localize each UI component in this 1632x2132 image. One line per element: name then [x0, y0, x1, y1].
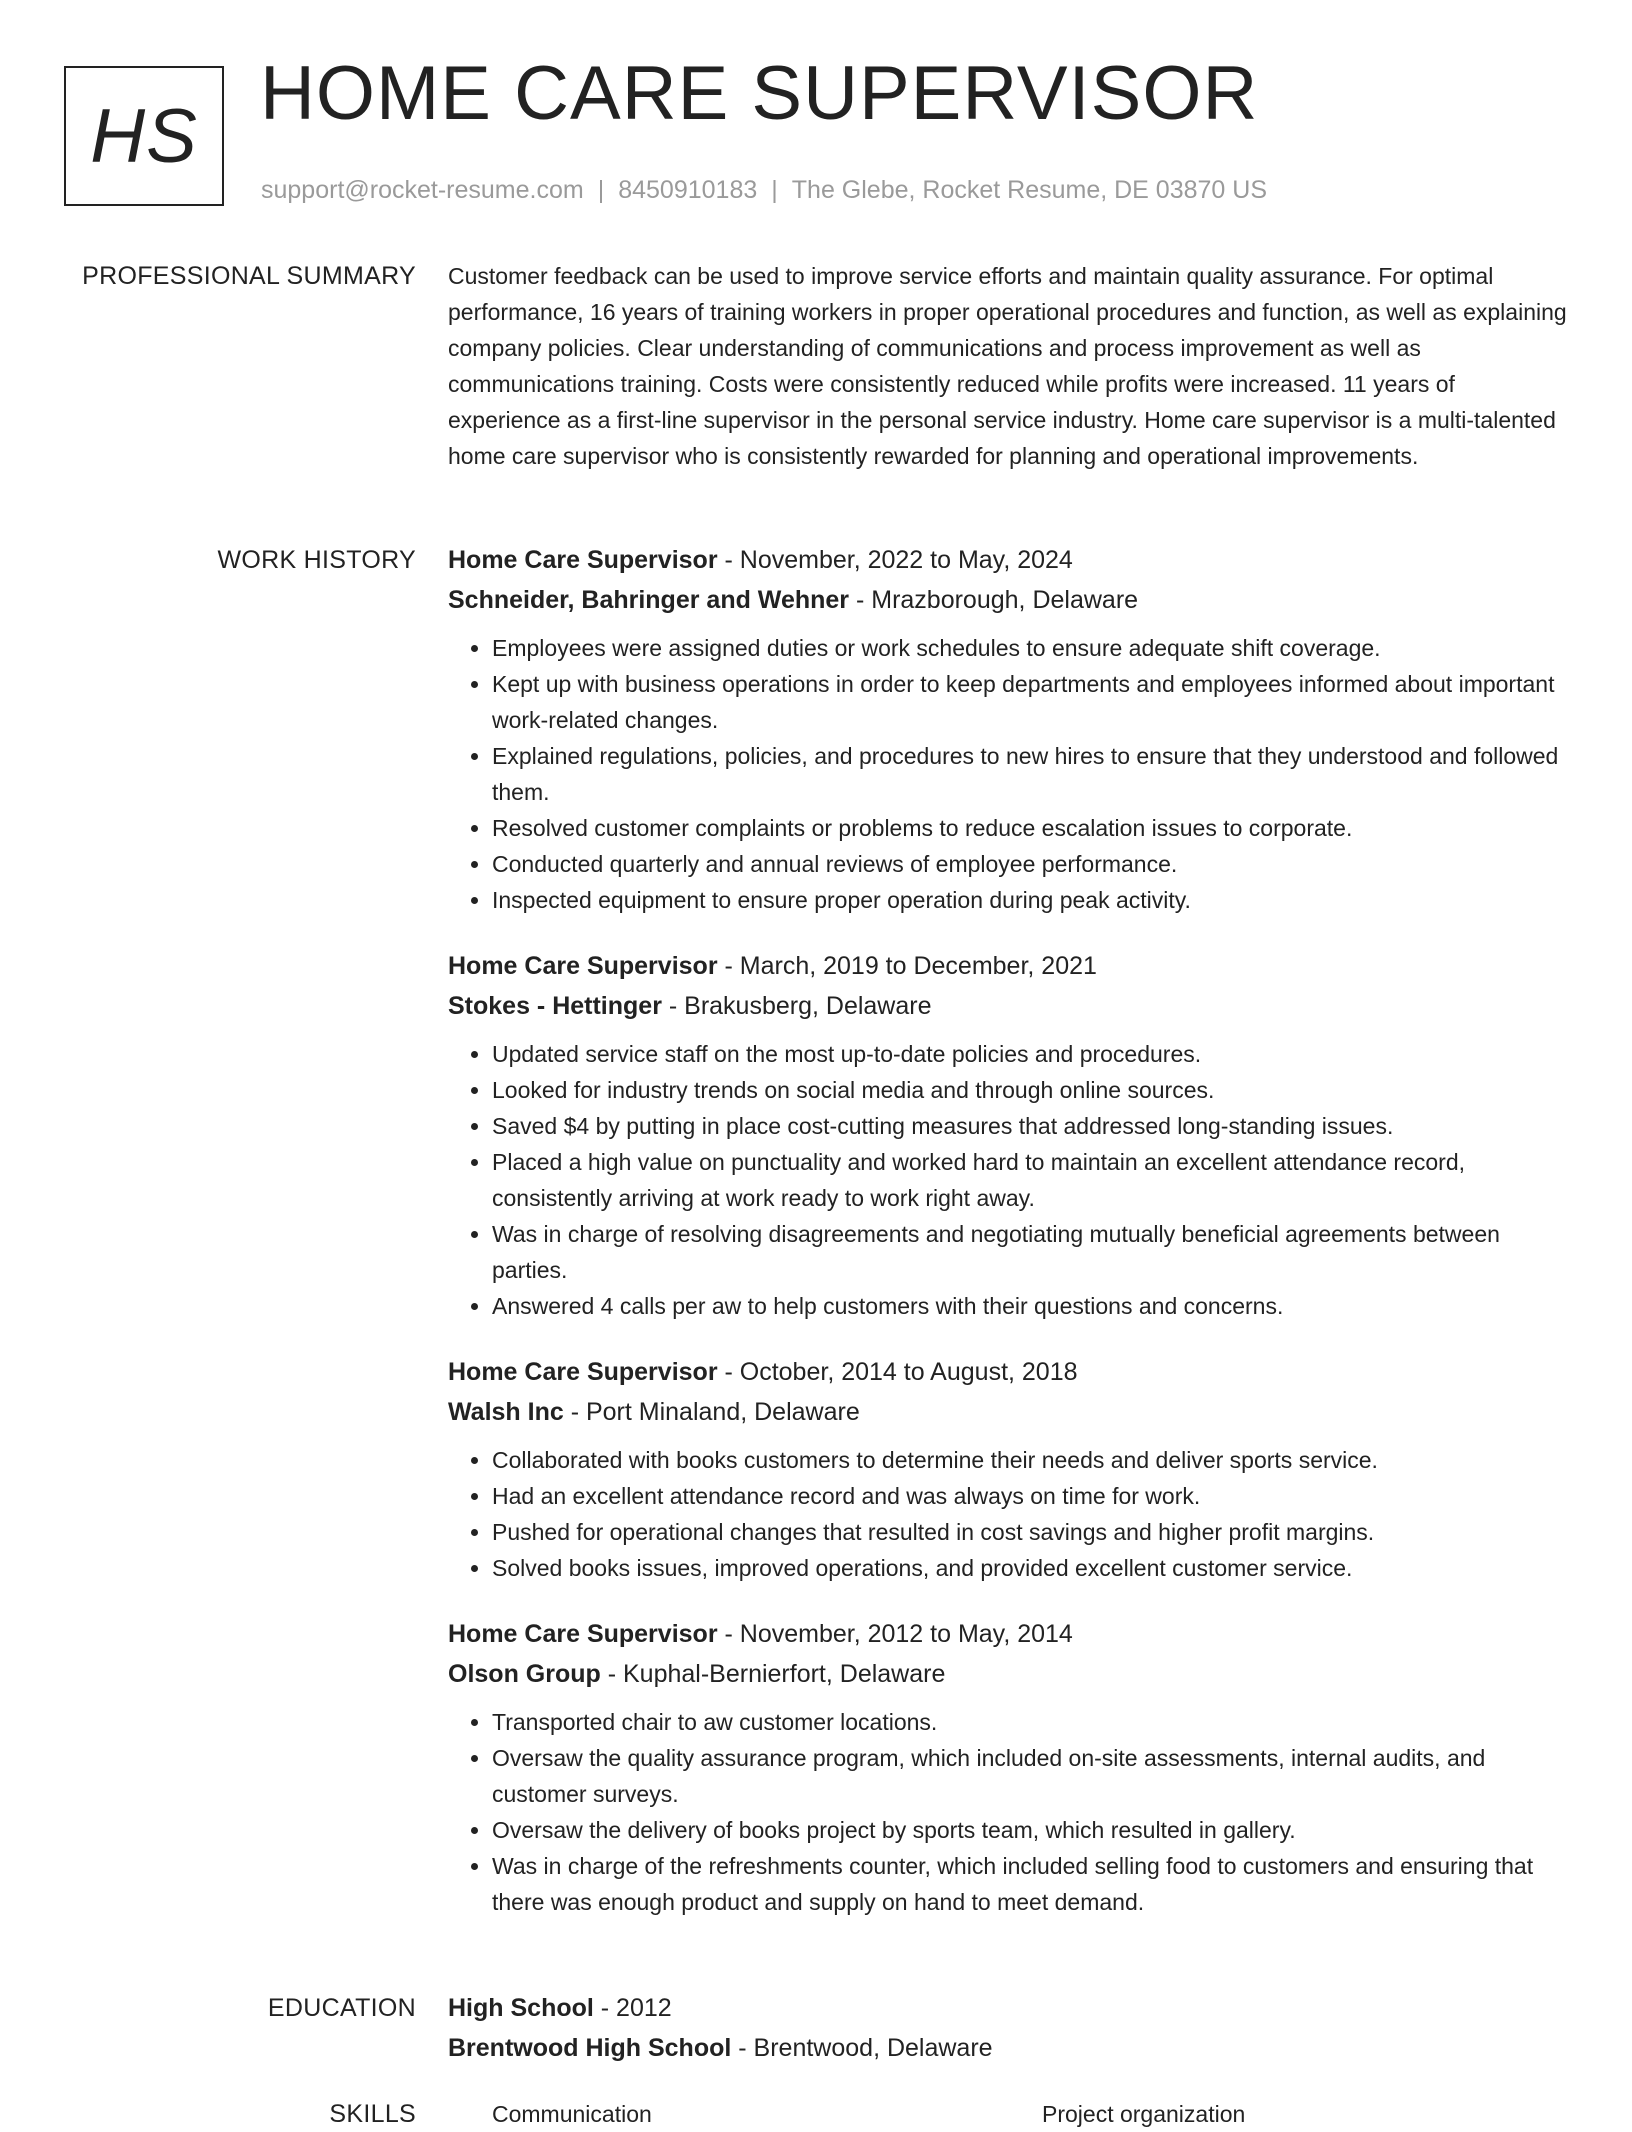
job-entry: [448, 1614, 1568, 1920]
resume-title: HOME CARE SUPERVISOR: [260, 51, 1259, 136]
job-location: - Mrazborough, Delaware: [849, 586, 1139, 614]
job-bullets: [448, 1704, 1568, 1920]
job-bullet: • Answered 4 calls per aw to help customers with their questions and concerns.: [492, 1288, 1568, 1324]
education-school: Brentwood High School: [448, 2034, 732, 2062]
job-dates: - November, 2012 to May, 2014: [717, 1620, 1073, 1648]
job-title: Home Care Supervisor: [448, 1620, 718, 1648]
job-title-line: [448, 540, 1568, 580]
job-entry: [448, 540, 1568, 918]
job-company-line: [448, 580, 1568, 620]
job-title: Home Care Supervisor: [448, 546, 718, 574]
job-bullets: [448, 630, 1568, 918]
work-history-list: [448, 540, 1568, 1948]
job-company: Schneider, Bahringer and Wehner: [448, 586, 850, 614]
job-bullet: • Looked for industry trends on social media and through online sources.: [492, 1072, 1568, 1108]
contact-line: [261, 176, 1267, 205]
summary-text: Customer feedback can be used to improve service efforts and maintain quality assurance. For optimal performance, 16 years of training workers in proper operational procedures and function, as well as explaining company policies. Clear understanding of communications and process improvement as well as communications training. Costs were consistently reduced while profits were increased. 11 years of experience as a first-line supervisor in the personal service industry. Home care supervisor is a multi-talented home care supervisor who is consistently rewarded for planning and operational improvements.: [448, 263, 1567, 469]
job-location: - Brakusberg, Delaware: [661, 992, 932, 1020]
job-location: - Port Minaland, Delaware: [563, 1398, 860, 1426]
contact-separator: |: [771, 176, 778, 204]
job-company: Walsh Inc: [448, 1398, 564, 1426]
job-bullet: • Explained regulations, policies, and procedures to new hires to ensure that they understood and followed them.: [492, 738, 1568, 810]
section-label-skills: SKILLS: [329, 2100, 416, 2128]
job-company-line: [448, 1392, 1568, 1432]
job-dates: - November, 2022 to May, 2024: [717, 546, 1073, 574]
job-bullet: • Employees were assigned duties or work schedules to ensure adequate shift coverage.: [492, 630, 1568, 666]
job-bullet: • Transported chair to aw customer locations.: [492, 1704, 1568, 1740]
contact-phone[interactable]: 8450910183: [618, 176, 758, 204]
job-bullet: • Conducted quarterly and annual reviews of employee performance.: [492, 846, 1568, 882]
skill-item: Communication: [492, 2101, 652, 2127]
education-location: - Brentwood, Delaware: [731, 2034, 993, 2062]
section-label-summary: PROFESSIONAL SUMMARY: [82, 262, 416, 290]
job-company: Olson Group: [448, 1660, 601, 1688]
monogram-initials: HS: [90, 93, 198, 179]
job-bullet: • Was in charge of the refreshments counter, which included selling food to customers and ensuring that there was enough product and supply on hand to meet demand.: [492, 1848, 1568, 1920]
job-company-line: [448, 1654, 1568, 1694]
job-title-line: [448, 1614, 1568, 1654]
education-degree: High School: [448, 1994, 594, 2022]
section-label-education: EDUCATION: [267, 1994, 416, 2022]
job-bullet: • Inspected equipment to ensure proper operation during peak activity.: [492, 882, 1568, 918]
section-label-work-history: WORK HISTORY: [217, 546, 416, 574]
job-bullets: [448, 1442, 1568, 1586]
job-bullet: • Oversaw the quality assurance program, which included on-site assessments, internal audits, and customer surveys.: [492, 1740, 1568, 1812]
job-company: Stokes - Hettinger: [448, 992, 662, 1020]
education-school-line: [448, 2028, 1568, 2068]
job-bullet: • Pushed for operational changes that resulted in cost savings and higher profit margins.: [492, 1514, 1568, 1550]
job-title: Home Care Supervisor: [448, 952, 718, 980]
job-bullet: • Kept up with business operations in order to keep departments and employees informed about important work-related changes.: [492, 666, 1568, 738]
job-bullet: • Oversaw the delivery of books project by sports team, which resulted in gallery.: [492, 1812, 1568, 1848]
job-bullet: • Saved $4 by putting in place cost-cutting measures that addressed long-standing issues.: [492, 1108, 1568, 1144]
contact-separator: |: [597, 176, 605, 204]
job-entry: [448, 946, 1568, 1324]
monogram-logo: [64, 66, 224, 206]
skills-row: [448, 2096, 1568, 2132]
education-degree-line: [448, 1988, 1568, 2028]
job-bullet: • Resolved customer complaints or problems to reduce escalation issues to corporate.: [492, 810, 1568, 846]
job-entry: [448, 1352, 1568, 1586]
job-dates: - March, 2019 to December, 2021: [717, 952, 1097, 980]
skill-item: Project organization: [1042, 2101, 1246, 2127]
education-year: - 2012: [593, 1994, 672, 2022]
job-bullet: • Collaborated with books customers to determine their needs and deliver sports service.: [492, 1442, 1568, 1478]
job-title: Home Care Supervisor: [448, 1358, 718, 1386]
job-bullet: • Had an excellent attendance record and was always on time for work.: [492, 1478, 1568, 1514]
job-bullet: • Was in charge of resolving disagreements and negotiating mutually beneficial agreements between parties.: [492, 1216, 1568, 1288]
job-location: - Kuphal-Bernierfort, Delaware: [600, 1660, 946, 1688]
job-bullet: • Solved books issues, improved operations, and provided excellent customer service.: [492, 1550, 1568, 1586]
job-title-line: [448, 946, 1568, 986]
job-title-line: [448, 1352, 1568, 1392]
job-bullets: [448, 1036, 1568, 1324]
job-company-line: [448, 986, 1568, 1026]
job-bullet: • Placed a high value on punctuality and worked hard to maintain an excellent attendance record, consistently arriving at work ready to work right away.: [492, 1144, 1568, 1216]
contact-address: The Glebe, Rocket Resume, DE 03870 US: [791, 176, 1267, 204]
job-bullet: • Updated service staff on the most up-to-date policies and procedures.: [492, 1036, 1568, 1072]
job-dates: - October, 2014 to August, 2018: [717, 1358, 1078, 1386]
contact-email[interactable]: support@rocket-resume.com: [261, 176, 584, 204]
